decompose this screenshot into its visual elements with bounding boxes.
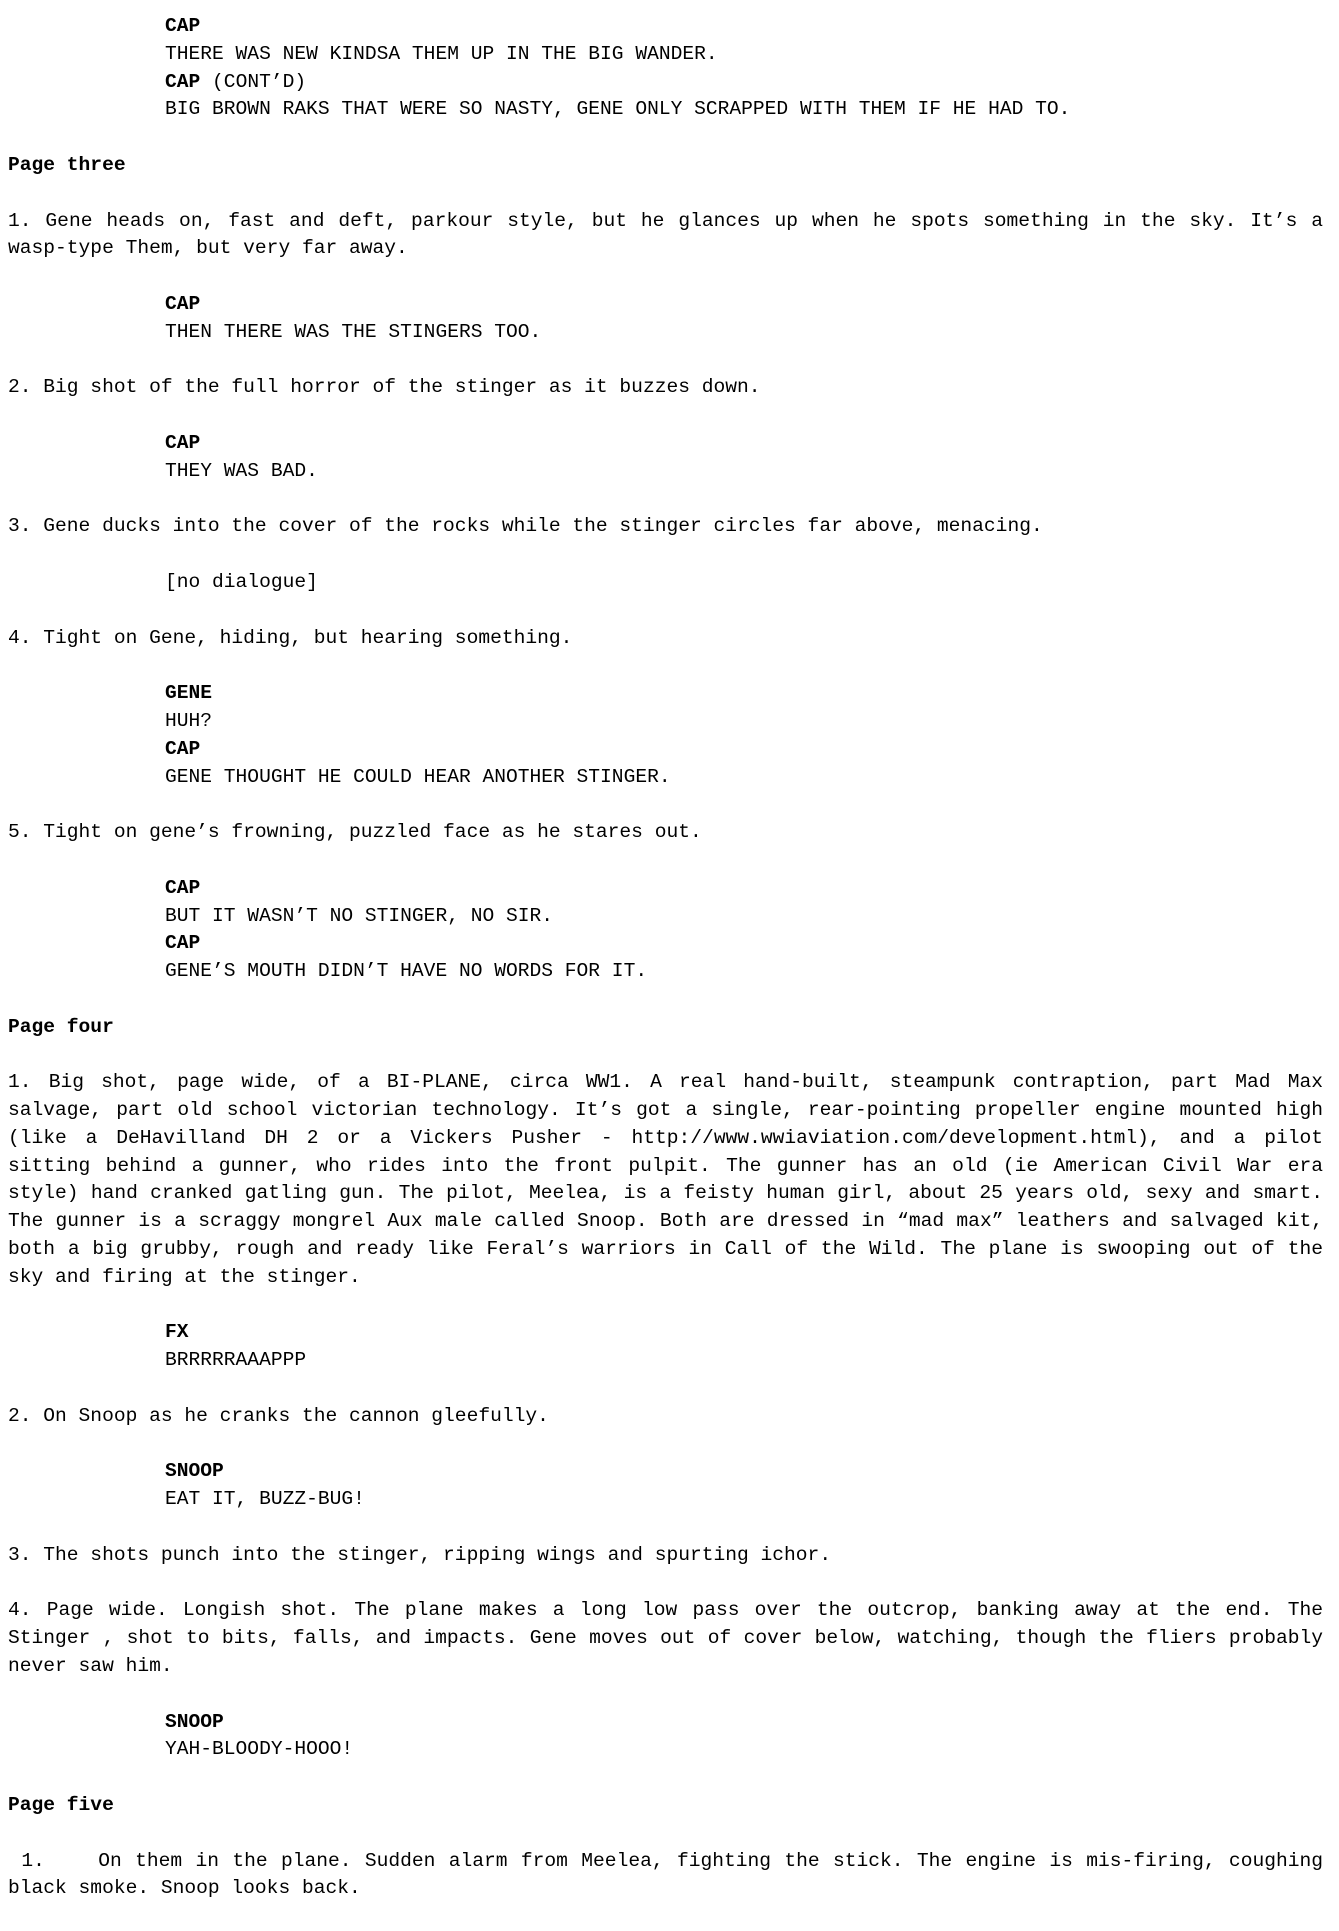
stage-note: [no dialogue] (165, 570, 318, 593)
character-cue: CAP (165, 292, 201, 315)
panel-description: 4. Page wide. Longish shot. The plane makes a long low pass over the outcrop, banking away at the end. The Stinger , shot to bits, falls, and impacts. Gene moves out of cover below, watching, though the fliers probably never saw him. (8, 1599, 1323, 1678)
dialogue-line: THEY WAS BAD. (165, 459, 318, 482)
character-cue: SNOOP (165, 1460, 224, 1483)
page-heading: Page five (8, 1794, 114, 1816)
panel-description: 1. Gene heads on, fast and deft, parkour style, but he glances up when he spots something in the sky. It’s a wasp-type Them, but very far away. (8, 209, 1323, 260)
character-cue: CAP (165, 431, 201, 454)
character-cue: SNOOP (165, 1710, 224, 1733)
page-heading: Page three (8, 153, 126, 176)
sound-effect-line: BRRRRRAAAPPP (165, 1349, 307, 1372)
panel-description: 1. On them in the plane. Sudden alarm from Meelea, fighting the stick. The engine is mis-firing, coughing black smoke. Snoop looks back. (8, 1849, 1335, 1900)
script-document (8, 13, 1335, 1931)
character-cue: CAP (CONT’D) (165, 70, 307, 93)
dialogue-line: THEN THERE WAS THE STINGERS TOO. (165, 320, 542, 343)
panel-description: 5. Tight on gene’s frowning, puzzled face as he stares out. (8, 821, 702, 844)
character-cue: CAP (165, 876, 201, 899)
character-cue: CAP (165, 737, 201, 760)
panel-description: 4. Tight on Gene, hiding, but hearing something. (8, 626, 573, 649)
continued-marker: (CONT’D) (212, 70, 307, 93)
character-cue: CAP (165, 932, 201, 955)
dialogue-line: GENE THOUGHT HE COULD HEAR ANOTHER STINGER. (165, 765, 671, 788)
dialogue-line: YAH-BLOODY-HOOO! (165, 1738, 354, 1761)
dialogue-line: HUH? (165, 709, 213, 732)
panel-description: 1. Big shot, page wide, of a BI-PLANE, circa WW1. A real hand-built, steampunk contraption, part Mad Max salvage, part old school victorian technology. It’s got a single, rear-pointing propeller engine mounted high (like a DeHavilland DH 2 or a Vickers Pusher - http://www.wwiaviation.com/development.html), and a pilot sitting behind a gunner, who rides into the front pulpit. The gunner has an old (ie American Civil War era style) hand cranked gatling gun. The pilot, Meelea, is a feisty human girl, about 25 years old, sexy and smart. The gunner is a scraggy mongrel Aux male called Snoop. Both are dressed in “mad max” leathers and salvaged kit, both a big grubby, rough and ready like Feral’s warriors in Call of the Wild. The plane is swooping out of the sky and firing at the stinger. (8, 1071, 1323, 1288)
panel-description: 3. The shots punch into the stinger, ripping wings and spurting ichor. (8, 1543, 832, 1566)
dialogue-line: THERE WAS NEW KINDSA THEM UP IN THE BIG WANDER. (165, 42, 718, 65)
character-cue: CAP (165, 15, 201, 37)
dialogue-line: EAT IT, BUZZ-BUG! (165, 1488, 365, 1511)
page-heading: Page four (8, 1015, 114, 1038)
character-cue: FX (165, 1321, 189, 1344)
dialogue-line: BUT IT WASN’T NO STINGER, NO SIR. (165, 904, 554, 927)
dialogue-line: BIG BROWN RAKS THAT WERE SO NASTY, GENE ONLY SCRAPPED WITH THEM IF HE HAD TO. (165, 98, 1071, 121)
panel-description: 2. On Snoop as he cranks the cannon gleefully. (8, 1404, 549, 1427)
panel-description: 2. Big shot of the full horror of the stinger as it buzzes down. (8, 376, 761, 399)
dialogue-line: GENE’S MOUTH DIDN’T HAVE NO WORDS FOR IT. (165, 960, 648, 983)
character-cue: GENE (165, 682, 213, 705)
panel-description: 3. Gene ducks into the cover of the rocks while the stinger circles far above, menacing. (8, 515, 1043, 538)
